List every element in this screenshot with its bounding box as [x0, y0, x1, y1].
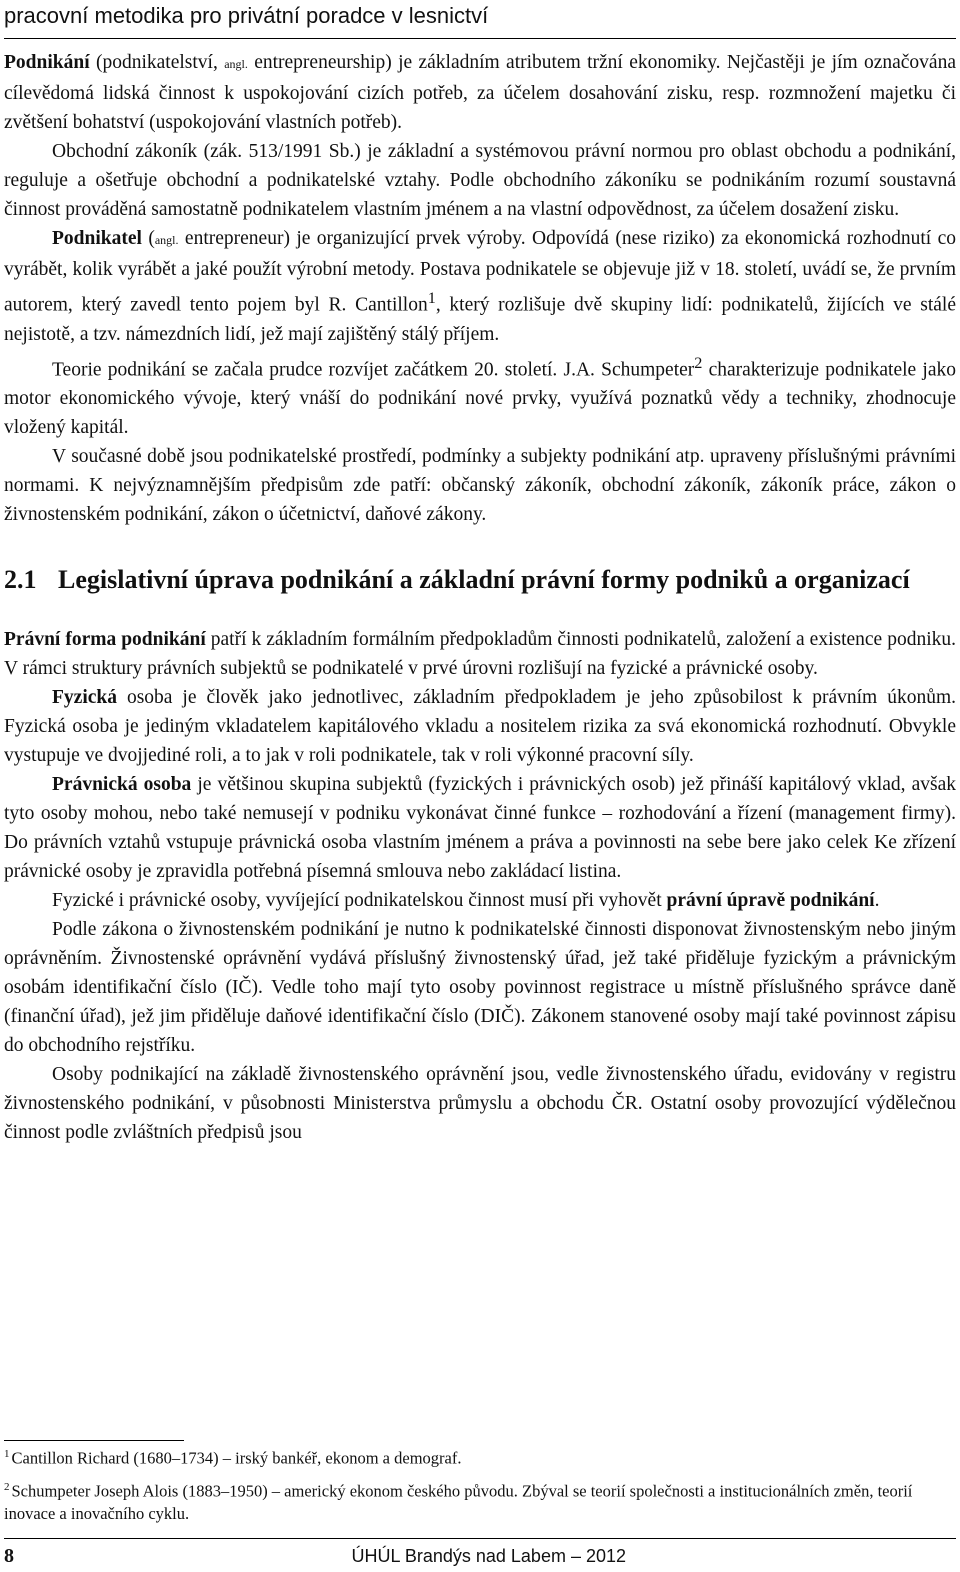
text-span: (podnikatelství, — [89, 52, 225, 73]
text-span: ( — [141, 228, 155, 249]
paragraph-soucasna-doba: V současné době jsou podnikatelské prostředí, podmínky a subjekty podnikání atp. upraveny příslušnými právními normami. K nejvýznamnějším předpisům zde patří: občanský zákoník, obchodní zákoník, zákoník práce, zákon o živnostenském podnikání, zákon o účetnictví, daňové zákony. — [4, 446, 956, 525]
term-pravni-forma: Právní forma podnikání — [4, 629, 206, 650]
term-podnikatel: Podnikatel — [52, 228, 142, 249]
term-pravnicka-osoba: Právnická osoba — [52, 774, 192, 795]
text-span: Fyzické i právnické osoby, vyvíjející podnikatelskou činnost musí při vyhovět — [52, 890, 667, 911]
text-span: . — [874, 890, 880, 911]
footnote-ref-2: 2 — [694, 353, 703, 372]
page-number: 8 — [4, 1545, 14, 1567]
paragraph-podnikatel — [4, 224, 956, 349]
footnote-text: Schumpeter Joseph Alois (1883–1950) – americký ekonom českého původu. Zbýval se teorií společnosti a institucionálních změn, teorií inovace a inovačního cyklu. — [4, 1481, 913, 1523]
text-span: patří k základním formálním předpokladům činnosti podnikatelů, založení a existence podniku. V rámci struktury právních subjektů se podnikatelé v prvé úrovni rozlišují na fyzické a právnické osoby. — [4, 629, 956, 679]
footnote-ref-1: 1 — [427, 289, 436, 307]
text-span: entrepreneurship) je základním atributem tržní ekonomiky. Nejčastěji je jím označována cílevědomá lidská činnost k uspokojování cizích potřeb, za účelem dosahování zisku, resp. rozmnožení majetku či zvětšení bohatství (uspokojování vlastních potřeb). — [4, 52, 956, 133]
term-pravni-uprava: právní úpravě podnikání — [666, 890, 875, 911]
footnote-mark: 1 — [4, 1448, 10, 1460]
term-podnikani: Podnikání — [4, 52, 90, 73]
text-span: Teorie podnikání se začala prudce rozvíjet začátkem 20. století. J.A. Schumpeter — [52, 359, 695, 380]
paragraph-pravni-uprava — [4, 886, 956, 915]
footnote-mark: 2 — [4, 1480, 10, 1493]
abbr-angl: angl. — [154, 233, 179, 247]
text-span: je většinou skupina subjektů (fyzických i právnických osob) jež přináší kapitálový vklad, avšak tyto osoby mohou, nebo také nemusejí v podniku vykonávat činné funkce – rozhodování a řízení (management firmy). Do právních vztahů vstupuje právnická osoba vlastním jménem a práva a povinnosti na sebe bere jako celek Ke zřízení právnické osoby je zpravidla potřebná písemná smlouva nebo zakládací listina. — [4, 774, 956, 882]
section-title: Legislativní úprava podnikání a základní právní formy podniků a organizací — [58, 565, 910, 594]
footnote-2 — [4, 1476, 956, 1526]
paragraph-pravnicka-osoba — [4, 770, 956, 886]
text-span: , který rozlišuje dvě skupiny lidí: podnikatelů, žijících ve stálé nejistotě, a tzv. námezdních lidí, jež mají zajištěný stálý příjem. — [4, 294, 957, 345]
section-heading — [4, 563, 956, 597]
text-span: osoba je člověk jako jednotlivec, základním předpokladem je jeho způsobilost k právním úkonům. Fyzická osoba je jediným vkladatelem kapitálového vkladu a nositelem rizika za svá ekonomická rozhodnutí. Obvykle vystupuje ve dvojjediné roli, a to jak v roli podnikatele, tak v roli výkonné pracovní síly. — [4, 687, 956, 766]
page-body — [4, 48, 956, 1147]
footnotes — [4, 1440, 956, 1531]
paragraph-zivnostenske-podnikani: Podle zákona o živnostenském podnikání je nutno k podnikatelské činnosti disponovat živnostenským nebo jiným oprávněním. Živnostenské oprávnění vydává příslušný živnostenský úřad, jež také přiděluje fyzickým a právnickým osobám identifikační číslo (IČ). Vedle toho mají tyto osoby povinnost registrace u místně příslušného správce daně (finanční úřad), jež jim přiděluje daňové identifikační číslo (DIČ). Zákonem stanovené osoby mají také povinnost zápisu do obchodního rejstříku. — [4, 919, 956, 1056]
footnote-1 — [4, 1443, 956, 1470]
paragraph-fyzicka-osoba — [4, 683, 956, 770]
text-span: entrepreneur) je organizující prvek výroby. Odpovídá (nese riziko) za ekonomická rozhodnutí co vyrábět, kolik vyrábět a jaké použít výrobní metody. Postava podnikatele se objevuje již v 18. století, uvádí se, že prvním autorem, který zavedl tento pojem byl R. Cantillon — [4, 228, 957, 316]
footnote-text: Cantillon Richard (1680–1734) – irský bankéř, ekonom a demograf. — [11, 1448, 462, 1468]
page-footer — [4, 1538, 956, 1568]
paragraph-teorie — [4, 349, 956, 443]
abbr-angl: angl. — [224, 57, 248, 71]
running-header-title: pracovní metodika pro privátní poradce v lesnictví — [4, 3, 489, 28]
paragraph-pravni-forma — [4, 625, 956, 683]
paragraph-podnikani — [4, 48, 956, 137]
paragraph-osoby-podnikajici: Osoby podnikající na základě živnostenského oprávnění jsou, vedle živnostenského úřadu, evidovány v registru živnostenského podnikání, v působnosti Ministerstva průmyslu a obchodu ČR. Ostatní osoby provozující výdělečnou činnost podle zvláštních předpisů jsou — [4, 1064, 956, 1143]
section-number: 2.1 — [4, 565, 37, 594]
footnote-separator — [4, 1440, 184, 1441]
paragraph-obchodni-zakonik: Obchodní zákoník (zák. 513/1991 Sb.) je základní a systémovou právní normou pro oblast obchodu a podnikání, reguluje a ošetřuje obchodní a podnikatelské vztahy. Podle obchodního zákoníku se podnikáním rozumí soustavná činnost prováděná samostatně podnikatelem vlastním jménem a na vlastní odpovědnost, za účelem dosažení zisku. — [4, 141, 956, 220]
running-header — [4, 2, 956, 39]
term-fyzicka: Fyzická — [52, 687, 117, 708]
text-span: charakterizuje podnikatele jako motor ekonomického vývoje, který vnáší do podnikání nové prvky, využívá poznatků vědy a techniky, zhodnocuje vložený kapitál. — [4, 359, 956, 438]
footer-organization: ÚHÚL Brandýs nad Labem – 2012 — [351, 1546, 626, 1566]
